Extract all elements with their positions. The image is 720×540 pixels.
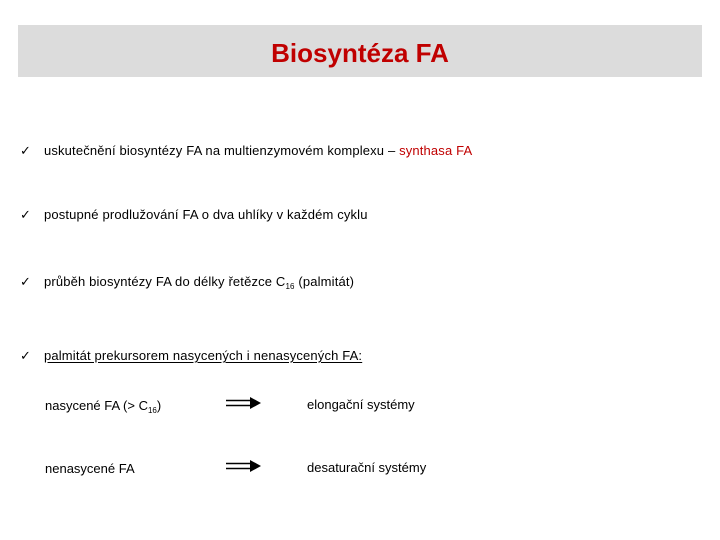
bullet-item-3 [20, 274, 354, 290]
check-icon: ✓ [20, 143, 31, 158]
bullet-text [44, 143, 472, 159]
bullet-text-before: průběh biosyntézy FA do délky řetězce C [44, 274, 286, 289]
check-icon: ✓ [20, 207, 31, 222]
pathway-elongation-label: elongační systémy [307, 397, 415, 412]
bullet-text [44, 274, 354, 290]
pathway-saturated-subscript: 16 [147, 406, 157, 415]
pathway-unsaturated-label: nenasycené FA [45, 461, 135, 476]
double-arrow-right-icon [226, 459, 262, 473]
check-icon: ✓ [20, 274, 31, 289]
bullet-text-main: uskutečnění biosyntézy FA na multienzymovém komplexu – [44, 143, 400, 158]
pathway-saturated-after: ) [156, 398, 162, 413]
bullet-text: palmitát prekursorem nasycených i nenasycených FA: [44, 348, 363, 363]
title-bar [18, 25, 702, 77]
bullet-item-4 [20, 348, 362, 364]
pathway-saturated-before: nasycené FA (> C [45, 398, 148, 413]
bullet-text-after: (palmitát) [294, 274, 355, 289]
pathway-desaturation-label: desaturační systémy [307, 460, 427, 475]
bullet-subscript: 16 [285, 282, 295, 291]
bullet-item-2 [20, 207, 368, 223]
bullet-text: postupné prodlužování FA o dva uhlíky v každém cyklu [44, 207, 368, 222]
bullet-highlight: synthasa FA [399, 143, 473, 158]
check-icon: ✓ [20, 348, 31, 363]
double-arrow-right-icon [226, 396, 262, 410]
pathway-saturated-label [45, 398, 161, 414]
slide-title: Biosyntéza FA [271, 37, 449, 68]
bullet-item-1 [20, 143, 472, 159]
